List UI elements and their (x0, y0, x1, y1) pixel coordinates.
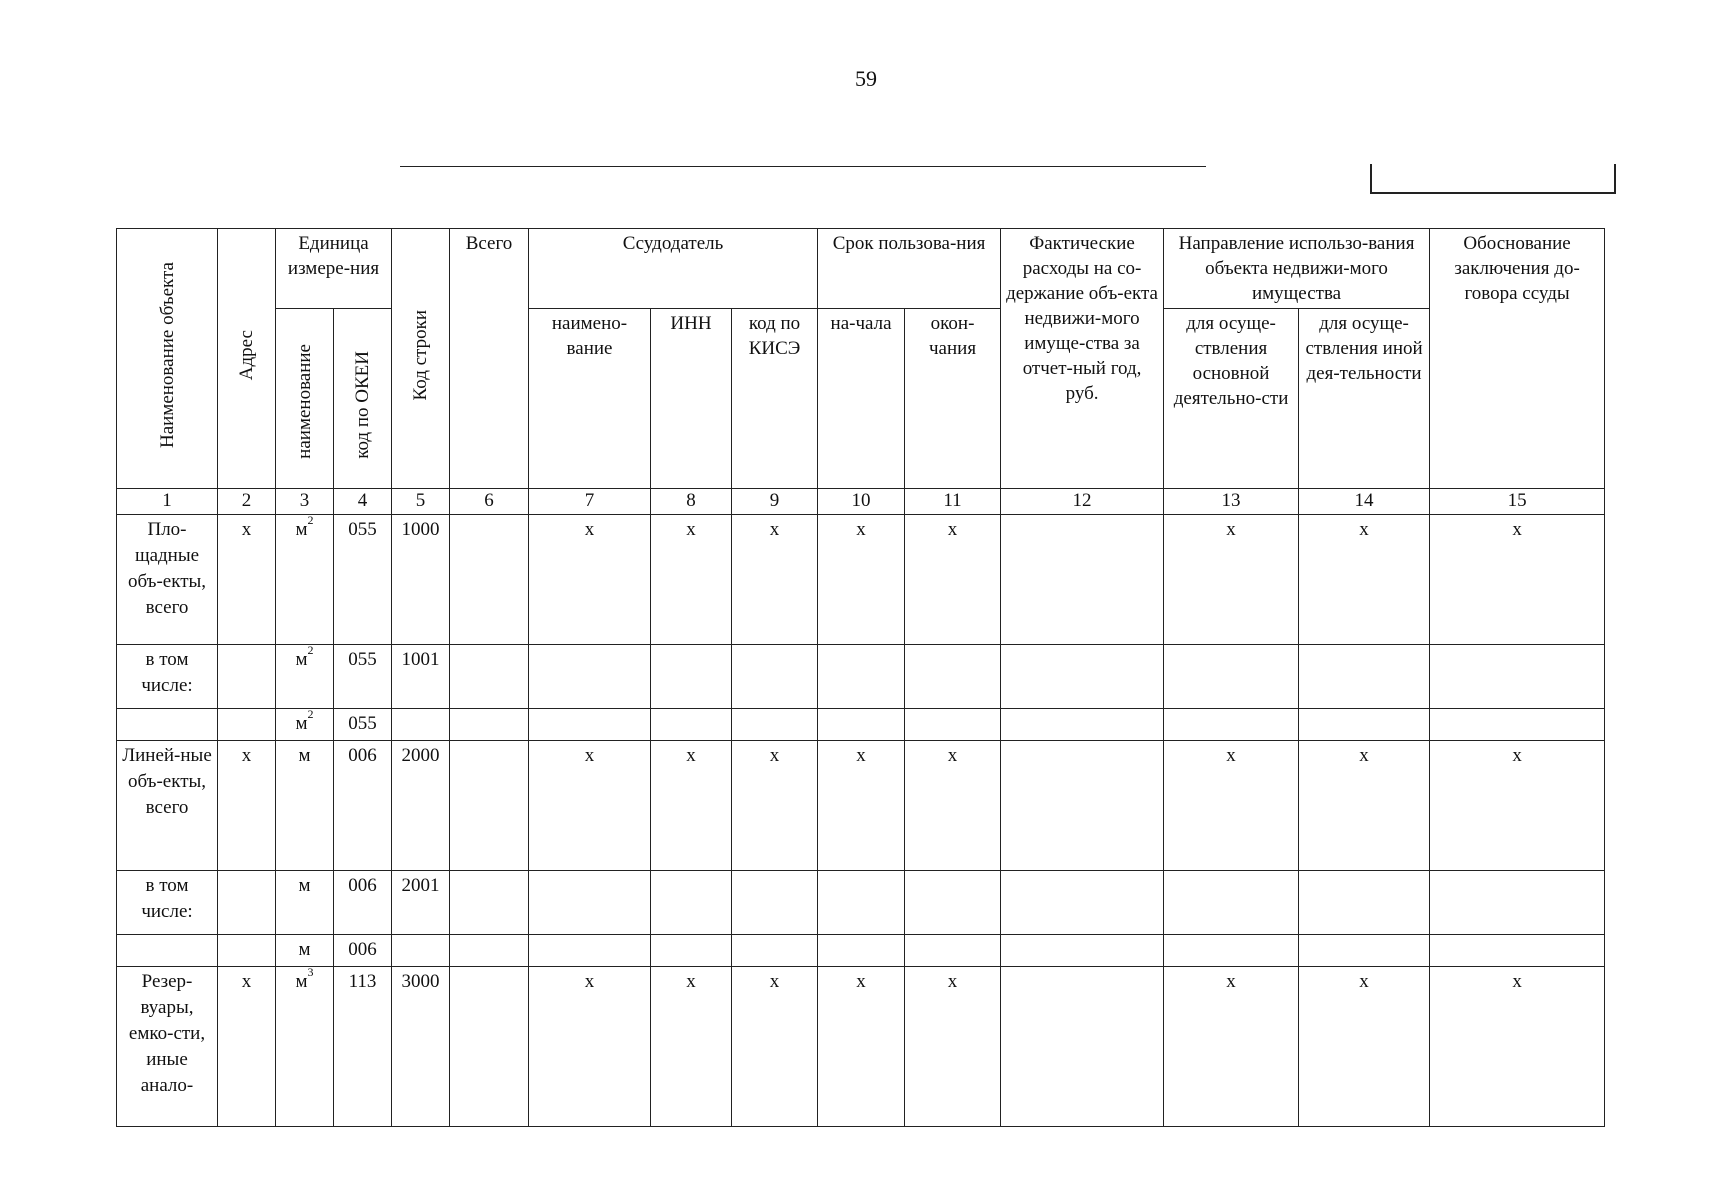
cell-c10 (818, 645, 905, 709)
cell-code (392, 709, 450, 741)
cell-c7 (529, 645, 651, 709)
cell-c15: x (1430, 741, 1605, 871)
cell-c15: x (1430, 967, 1605, 1127)
cell-c7: x (529, 741, 651, 871)
cell-unit (276, 645, 334, 709)
header-unit: Единица измере-ния (276, 229, 392, 309)
cell-c7: x (529, 515, 651, 645)
header-object-name: Наименование объекта (117, 229, 218, 489)
cell-c11 (905, 935, 1001, 967)
cell-c9 (732, 935, 818, 967)
cell-c10 (818, 935, 905, 967)
column-number: 11 (905, 489, 1001, 515)
cell-c12 (1001, 935, 1164, 967)
cell-okei: 055 (334, 645, 392, 709)
cell-name: Пло-щадные объ-екты, всего (117, 515, 218, 645)
cell-c15: x (1430, 515, 1605, 645)
cell-c9: x (732, 741, 818, 871)
cell-total (450, 645, 529, 709)
column-number: 7 (529, 489, 651, 515)
cell-name: в том числе: (117, 645, 218, 709)
cell-c15 (1430, 871, 1605, 935)
cell-c13: x (1164, 741, 1299, 871)
table-row (117, 871, 1605, 935)
cell-unit (276, 741, 334, 871)
table-row (117, 935, 1605, 967)
cell-name: в том числе: (117, 871, 218, 935)
header-direction: Направление использо-вания объекта недвижи-мого имущества (1164, 229, 1430, 309)
cell-c7 (529, 709, 651, 741)
column-number: 2 (218, 489, 276, 515)
cell-c8: x (651, 967, 732, 1127)
cell-okei: 055 (334, 709, 392, 741)
cell-c14 (1299, 871, 1430, 935)
column-number: 15 (1430, 489, 1605, 515)
cell-c11 (905, 645, 1001, 709)
header-row-1 (117, 229, 1605, 309)
cell-name (117, 935, 218, 967)
cell-c11: x (905, 967, 1001, 1127)
cell-okei: 006 (334, 935, 392, 967)
unit-exponent: 2 (307, 513, 314, 527)
cell-unit (276, 515, 334, 645)
cell-total (450, 935, 529, 967)
table-row (117, 515, 1605, 645)
unit-symbol: м (298, 939, 311, 960)
cell-c9: x (732, 515, 818, 645)
column-number: 12 (1001, 489, 1164, 515)
cell-address: x (218, 967, 276, 1127)
cell-c14: x (1299, 967, 1430, 1127)
header-term-end: окон-чания (905, 309, 1001, 489)
column-number: 4 (334, 489, 392, 515)
header-lender-inn: ИНН (651, 309, 732, 489)
cell-c15 (1430, 709, 1605, 741)
cell-c13 (1164, 871, 1299, 935)
cell-name: Линей-ные объ-екты, всего (117, 741, 218, 871)
cell-name (117, 709, 218, 741)
header-expenses: Фактические расходы на со-держание объ-екта недвижи-мого имуще-ства за отчет-ный год, руб. (1001, 229, 1164, 489)
header-rule (400, 166, 1206, 167)
cell-c11 (905, 871, 1001, 935)
cell-address: x (218, 741, 276, 871)
cell-c10 (818, 871, 905, 935)
page-number: 59 (855, 66, 877, 91)
column-number-row (117, 489, 1605, 515)
cell-c9 (732, 645, 818, 709)
unit-exponent: 3 (307, 965, 314, 979)
header-unit-name: наименование (276, 309, 334, 489)
cell-unit (276, 871, 334, 935)
cell-okei: 055 (334, 515, 392, 645)
corner-box (1370, 164, 1616, 194)
cell-c9 (732, 709, 818, 741)
cell-okei: 006 (334, 871, 392, 935)
header-direction-other: для осуще-ствления иной дея-тельности (1299, 309, 1430, 489)
cell-address: x (218, 515, 276, 645)
header-lender-name: наимено-вание (529, 309, 651, 489)
unit-symbol: м (295, 649, 308, 670)
table-row (117, 967, 1605, 1127)
cell-c11: x (905, 515, 1001, 645)
cell-c11 (905, 709, 1001, 741)
cell-c12 (1001, 645, 1164, 709)
header-justification: Обоснование заключения до-говора ссуды (1430, 229, 1605, 489)
cell-c12 (1001, 871, 1164, 935)
cell-name: Резер-вуары, емко-сти, иные анало- (117, 967, 218, 1127)
column-number: 14 (1299, 489, 1430, 515)
cell-c8 (651, 871, 732, 935)
cell-c14: x (1299, 741, 1430, 871)
cell-total (450, 967, 529, 1127)
header-total: Всего (450, 229, 529, 489)
cell-c10: x (818, 967, 905, 1127)
unit-exponent: 2 (307, 643, 314, 657)
cell-code (392, 935, 450, 967)
cell-c8: x (651, 515, 732, 645)
cell-c8 (651, 935, 732, 967)
cell-c15 (1430, 935, 1605, 967)
header-term-start: на-чала (818, 309, 905, 489)
cell-c12 (1001, 709, 1164, 741)
header-direction-main: для осуще-ствления основной деятельно-сти (1164, 309, 1299, 489)
header-unit-okei: код по ОКЕИ (334, 309, 392, 489)
cell-code: 1000 (392, 515, 450, 645)
cell-address (218, 645, 276, 709)
data-rows (117, 515, 1605, 1127)
cell-c7: x (529, 967, 651, 1127)
cell-c10 (818, 709, 905, 741)
cell-code: 2000 (392, 741, 450, 871)
cell-c9 (732, 871, 818, 935)
column-number: 8 (651, 489, 732, 515)
cell-c8: x (651, 741, 732, 871)
cell-c11: x (905, 741, 1001, 871)
cell-c15 (1430, 645, 1605, 709)
cell-c8 (651, 645, 732, 709)
unit-symbol: м (298, 745, 311, 766)
cell-total (450, 871, 529, 935)
real-estate-loan-table (116, 228, 1605, 1127)
cell-c7 (529, 935, 651, 967)
header-lender-kise: код по КИСЭ (732, 309, 818, 489)
cell-c13: x (1164, 515, 1299, 645)
cell-okei: 113 (334, 967, 392, 1127)
table-row (117, 645, 1605, 709)
cell-code: 1001 (392, 645, 450, 709)
cell-c13: x (1164, 967, 1299, 1127)
cell-total (450, 741, 529, 871)
cell-c14 (1299, 709, 1430, 741)
cell-c9: x (732, 967, 818, 1127)
column-number: 9 (732, 489, 818, 515)
table-row (117, 709, 1605, 741)
cell-c12 (1001, 967, 1164, 1127)
cell-c14: x (1299, 515, 1430, 645)
unit-symbol: м (295, 519, 308, 540)
cell-c13 (1164, 645, 1299, 709)
cell-c13 (1164, 935, 1299, 967)
unit-symbol: м (295, 971, 308, 992)
column-number: 10 (818, 489, 905, 515)
cell-c14 (1299, 645, 1430, 709)
cell-address (218, 709, 276, 741)
header-term: Срок пользова-ния (818, 229, 1001, 309)
unit-symbol: м (298, 875, 311, 896)
cell-c10: x (818, 515, 905, 645)
header-row-code: Код строки (392, 229, 450, 489)
column-number: 3 (276, 489, 334, 515)
cell-code: 3000 (392, 967, 450, 1127)
table-row (117, 741, 1605, 871)
column-number: 1 (117, 489, 218, 515)
header-address: Адрес (218, 229, 276, 489)
cell-c12 (1001, 741, 1164, 871)
header-row-2 (117, 309, 1605, 489)
cell-total (450, 709, 529, 741)
cell-c7 (529, 871, 651, 935)
cell-c12 (1001, 515, 1164, 645)
unit-symbol: м (295, 713, 308, 734)
cell-unit (276, 935, 334, 967)
cell-address (218, 935, 276, 967)
header-lender: Ссудодатель (529, 229, 818, 309)
cell-address (218, 871, 276, 935)
cell-okei: 006 (334, 741, 392, 871)
column-number: 6 (450, 489, 529, 515)
column-number: 5 (392, 489, 450, 515)
cell-unit (276, 709, 334, 741)
cell-c14 (1299, 935, 1430, 967)
cell-unit (276, 967, 334, 1127)
unit-exponent: 2 (307, 707, 314, 721)
cell-total (450, 515, 529, 645)
cell-c10: x (818, 741, 905, 871)
cell-code: 2001 (392, 871, 450, 935)
cell-c13 (1164, 709, 1299, 741)
column-number: 13 (1164, 489, 1299, 515)
cell-c8 (651, 709, 732, 741)
